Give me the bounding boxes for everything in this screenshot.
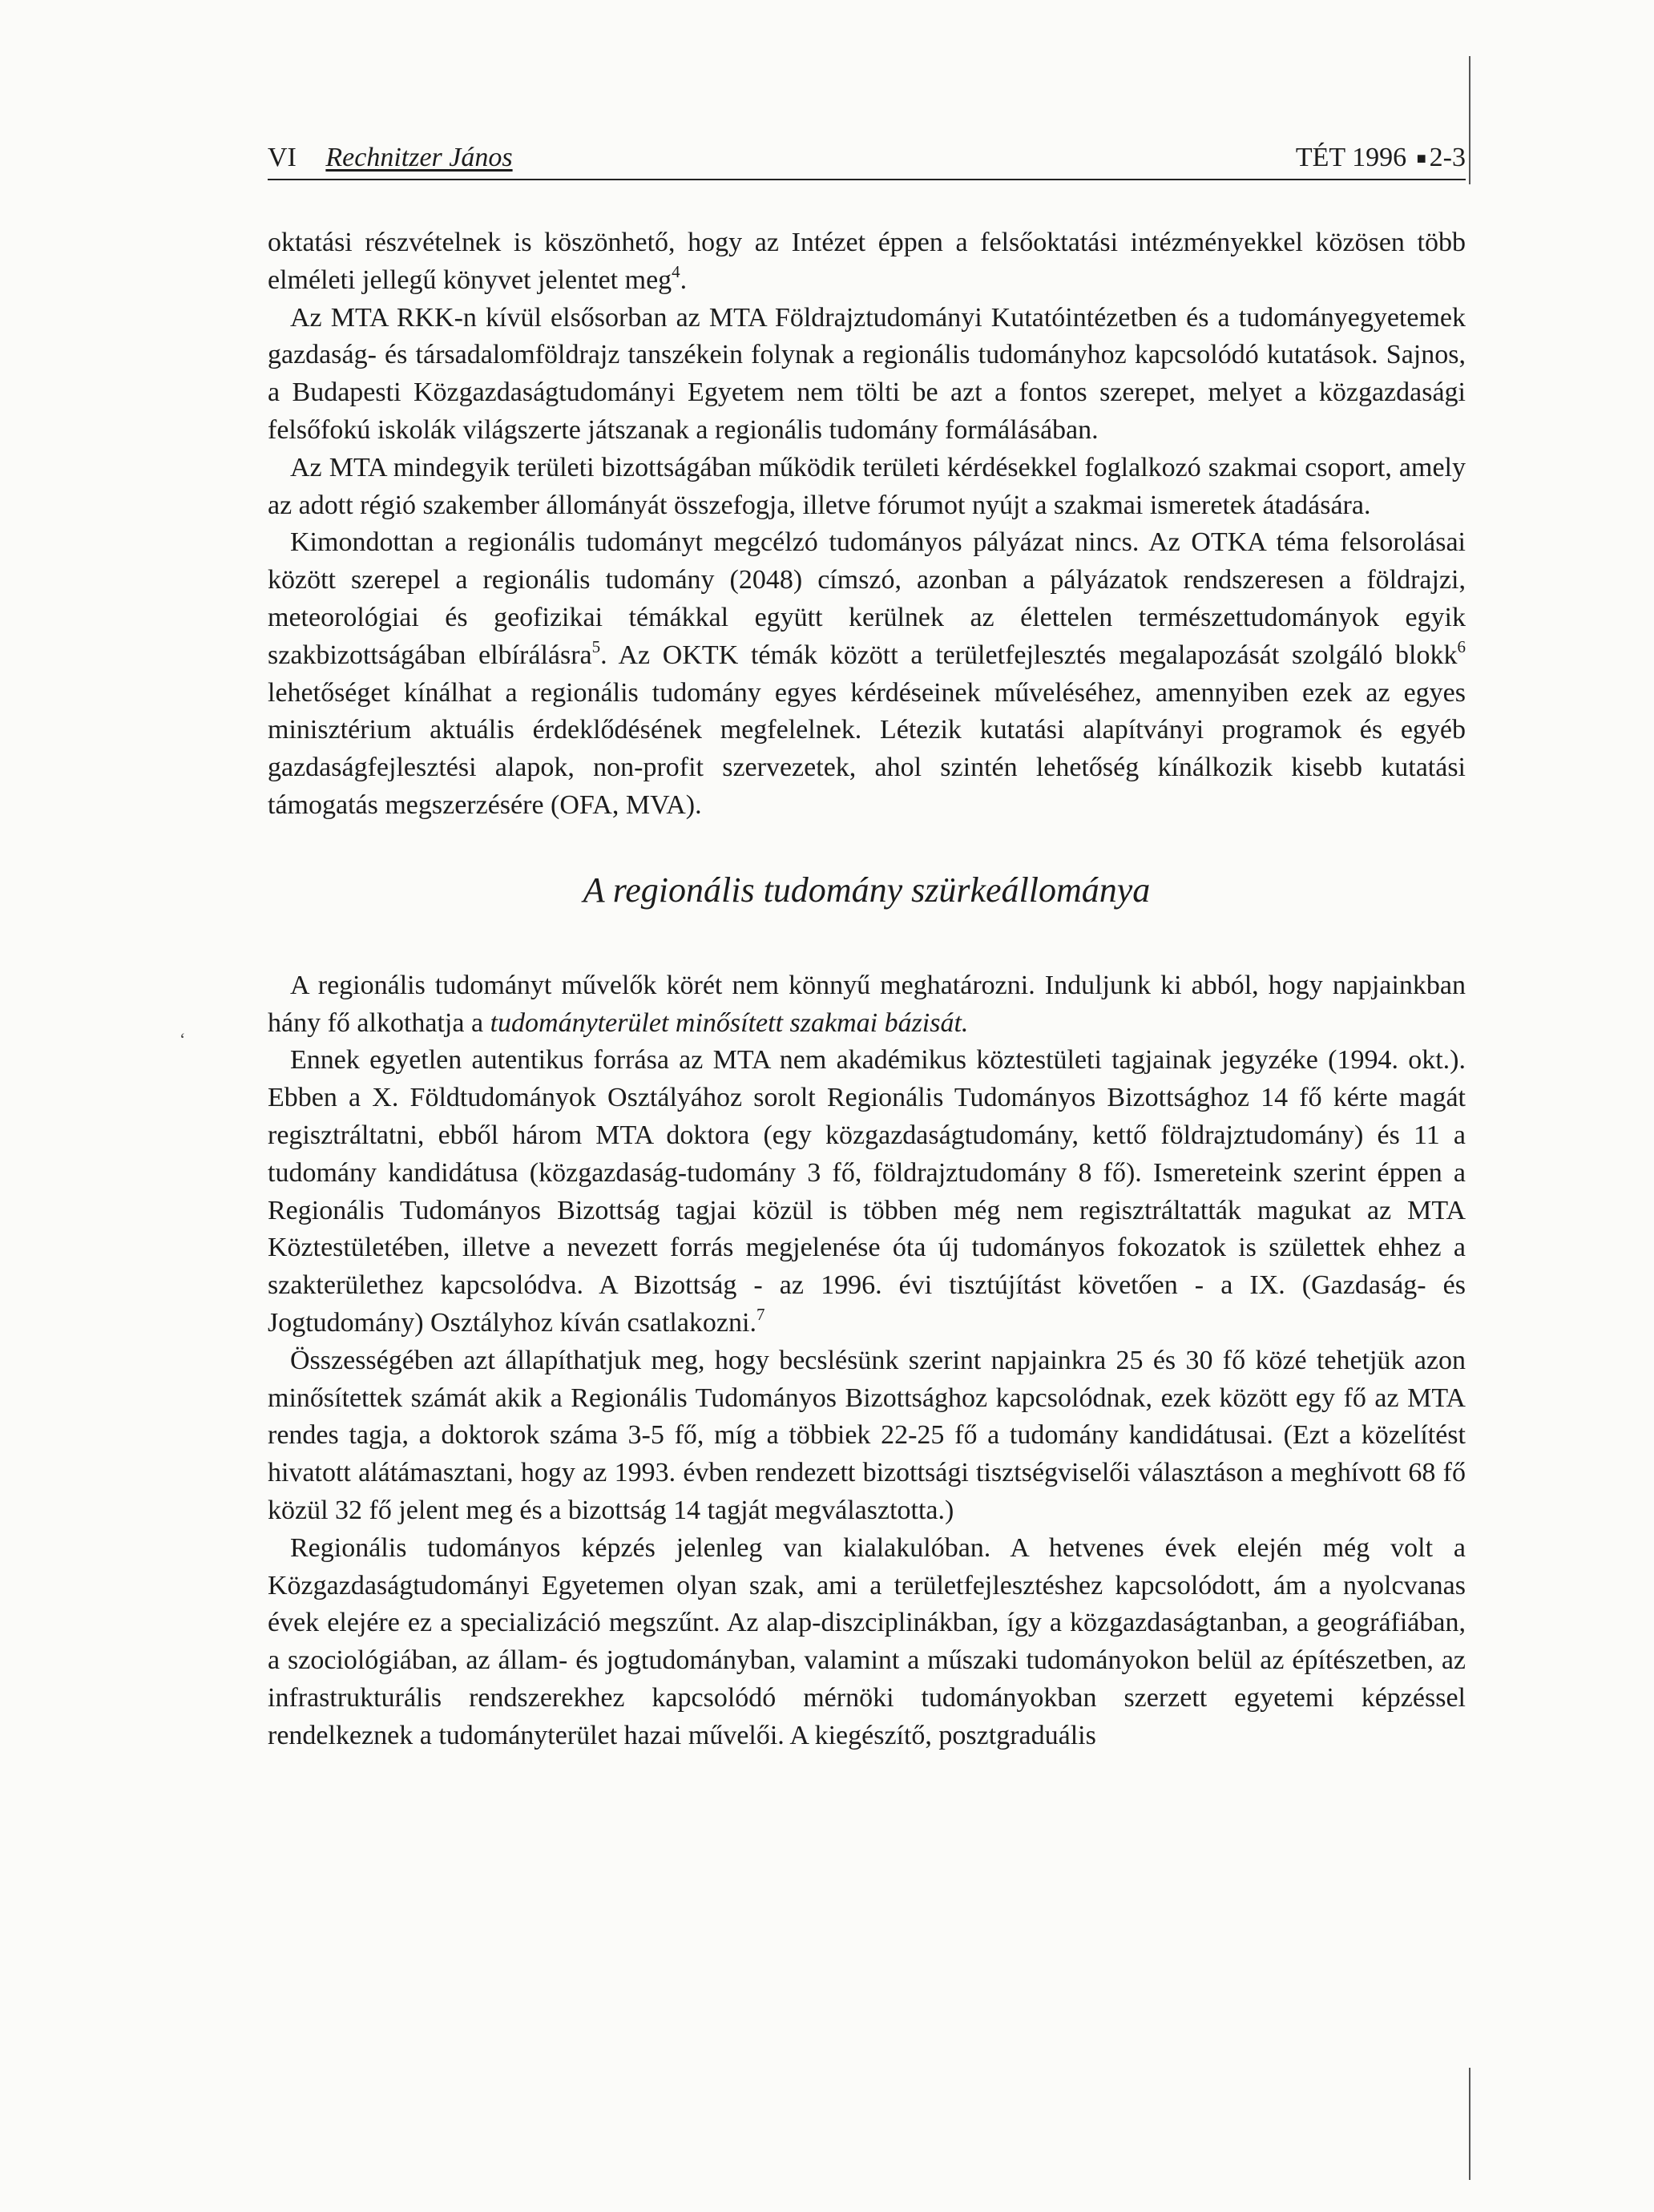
scan-edge-mark [1469,56,1470,184]
paragraph [268,967,1466,1043]
paragraph-text: Kimondottan a regionális tudományt megcélzó tudományos pályázat nincs. Az OTKA téma felsorolásai között szerepel a regionális tudomány (2048) címszó, azonban a pályázatok rendszeresen a földrajzi, meteorológiai és geofizikai témákkal együtt kerülnek az élettelen természettudományok egyik szakbizottságában elbírálásra [268,527,1466,670]
footnote-marker: 5 [591,636,601,656]
paragraph [268,524,1466,824]
paragraph: Az MTA mindegyik területi bizottságában működik területi kérdésekkel foglalkozó szakmai csoport, amely az adott régió szakember állományát összefogja, illetve fórumot nyújt a szakmai ismeretek átadására. [268,452,1466,520]
footnote-marker: 4 [672,261,680,281]
body-text [268,224,1466,1754]
header-author: Rechnitzer János [325,143,513,172]
paragraph-text: . Az OKTK témák között a területfejlesztés megalapozását szolgáló blokk [600,640,1458,670]
running-header [268,140,1466,180]
paragraph: Az MTA RKK-n kívül elsősorban az MTA Földrajztudományi Kutatóintézetben és a tudományegyetemek gazdaság- és társadalomföldrajz tanszékein folynak a regionális tudományhoz kapcsolódó kutatások. Sajnos, a Budapesti Közgazdaságtudományi Egyetem nem tölti be azt a fontos szerepet, melyet a közgazdasági felsőfokú iskolák világszerte játszanak a regionális tudomány formálásában. [268,302,1466,445]
scan-speck: ‘ [180,1029,186,1049]
paragraph-text: Ennek egyetlen autentikus forrása az MTA nem akadémikus köztestületi tagjainak jegyzéke (1994. okt.). Ebben a X. Földtudományok Osztályához sorolt Regionális Tudományos Bizottsághoz 14 fő kérte magát regisztráltatni, ebből három MTA doktora (egy közgazdaságtudomány, kettő földrajztudomány) és 11 a tudomány kandidátusa (közgazdaság-tudomány 3 fő, földrajztudomány 8 fő). Ismereteink szerint éppen a Regionális Tudományos Bizottság tagjai közül is többen még nem regisztráltatták magukat az MTA Köztestületében, illetve a nevezett forrás megjelenése óta új tudományos fokozatok is születtek ehhez a szakterülethez kapcsolódva. A Bizottság - az 1996. évi tisztújítást követően - a IX. (Gazdaság- és Jogtudomány) Osztályhoz kíván csatlakozni. [268,1045,1466,1338]
header-right [1296,142,1466,175]
paragraph-text: lehetőséget kínálhat a regionális tudomány egyes kérdéseinek műveléséhez, amennyiben ezek az egyes minisztérium aktuális érdeklődésének megfelelnek. Létezik kutatási alapítványi programok és egyéb gazdaságfejlesztési alapok, non-profit szervezetek, ahol szintén lehetőség kínálkozik kisebb kutatási támogatás megszerzésére (OFA, MVA). [268,677,1466,820]
journal-name: TÉT 1996 [1295,143,1407,172]
section-title: A regionális tudomány szürkeállománya [583,870,1151,910]
issue-number: 2-3 [1429,143,1466,172]
page-number-roman: VI [268,143,297,172]
scan-edge-mark [1469,2068,1470,2180]
header-left [268,142,513,174]
paragraph-text: . [680,264,688,295]
emphasized-text: tudományterület minősített szakmai bázisát. [490,1007,969,1038]
footnote-marker: 6 [1457,636,1466,656]
paragraph: Összességében azt állapíthatjuk meg, hogy becslésünk szerint napjainkra 25 és 30 fő közé tehetjük azon minősítettek számát akik a Regionális Tudományos Bizottsághoz kapcsolódnak, ezek között egy fő az MTA rendes tagja, a doktorok száma 3-5 fő, míg a többiek 22-25 fő a tudomány kandidátusai. (Ezt a közelítést hivatott alátámasztani, hogy az 1993. évben rendezett bizottsági tisztségviselői választáson a meghívott 68 fő közül 32 fő jelent meg és a bizottság 14 tagját megválasztotta.) [268,1345,1466,1525]
paragraph-text: A regionális tudományt művelők körét nem könnyű meghatározni. Induljunk ki abból, hogy napjainkban hány fő alkothatja a [268,970,1466,1038]
paragraph [268,224,1466,300]
footnote-marker: 7 [756,1304,765,1324]
paragraph-text: oktatási részvételnek is köszönhető, hogy az Intézet éppen a felsőoktatási intézményekkel közösen több elméleti jellegű könyvet jelentet meg [268,228,1466,295]
paragraph: Regionális tudományos képzés jelenleg van kialakulóban. A hetvenes évek elején még volt a Közgazdaságtudományi Egyetemen olyan szak, ami a területfejlesztéshez kapcsolódott, ám a nyolcvanas évek elejére ez a specializáció megszűnt. Az alap-diszciplinákban, így a közgazdaságtanban, a geográfiában, a szociológiában, az állam- és jogtudományban, valamint a műszaki tudományokon belül az építészetben, az infrastrukturális rendszerekhez kapcsolódó mérnöki tudományokban szerzett egyetemi képzéssel rendelkeznek a tudományterület hazai művelői. A kiegészítő, posztgraduális [268,1532,1466,1750]
paragraph [268,1042,1466,1342]
header-separator: ■ [1416,150,1426,168]
